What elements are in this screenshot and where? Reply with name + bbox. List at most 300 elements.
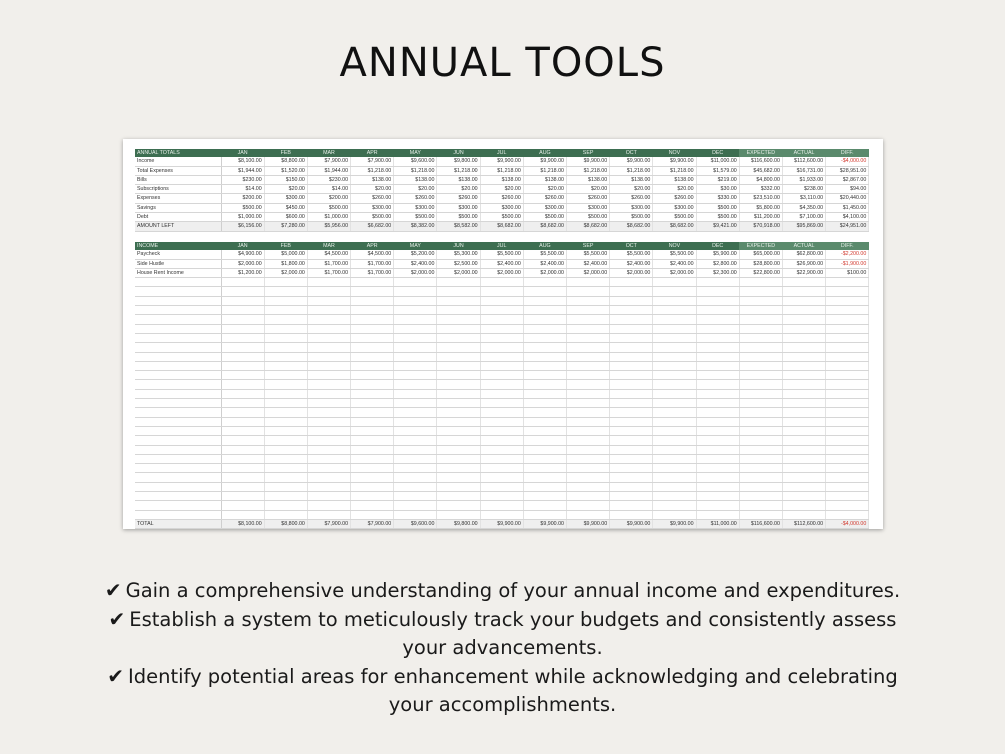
empty-cell[interactable]	[307, 482, 350, 491]
empty-cell[interactable]	[782, 454, 825, 463]
empty-cell[interactable]	[567, 417, 610, 426]
empty-cell[interactable]	[480, 333, 523, 342]
empty-cell[interactable]	[782, 399, 825, 408]
month-cell[interactable]: $2,400.00	[480, 259, 523, 268]
empty-cell[interactable]	[739, 445, 782, 454]
empty-cell[interactable]	[351, 445, 394, 454]
empty-cell[interactable]	[826, 278, 869, 287]
empty-cell[interactable]	[826, 380, 869, 389]
empty-cell[interactable]	[523, 315, 566, 324]
empty-cell[interactable]	[739, 389, 782, 398]
month-cell[interactable]: $2,800.00	[696, 259, 739, 268]
empty-cell[interactable]	[653, 492, 696, 501]
month-cell[interactable]: $9,900.00	[567, 157, 610, 166]
empty-cell[interactable]	[221, 315, 264, 324]
empty-cell[interactable]	[135, 408, 221, 417]
empty-cell[interactable]	[826, 510, 869, 519]
empty-cell[interactable]	[394, 482, 437, 491]
month-cell[interactable]: $5,500.00	[480, 250, 523, 259]
empty-cell[interactable]	[264, 371, 307, 380]
month-cell[interactable]: $1,218.00	[351, 166, 394, 175]
empty-cell[interactable]	[739, 371, 782, 380]
empty-cell[interactable]	[826, 445, 869, 454]
empty-cell[interactable]	[653, 408, 696, 417]
empty-cell[interactable]	[135, 426, 221, 435]
diff-cell[interactable]: $2,867.00	[826, 175, 869, 184]
month-cell[interactable]: $5,900.00	[696, 250, 739, 259]
empty-cell[interactable]	[826, 333, 869, 342]
empty-cell[interactable]	[567, 408, 610, 417]
empty-cell[interactable]	[480, 278, 523, 287]
empty-cell[interactable]	[739, 417, 782, 426]
empty-cell[interactable]	[264, 287, 307, 296]
empty-cell[interactable]	[739, 510, 782, 519]
empty-cell[interactable]	[135, 445, 221, 454]
empty-cell[interactable]	[523, 473, 566, 482]
empty-cell[interactable]	[653, 324, 696, 333]
empty-cell[interactable]	[394, 454, 437, 463]
empty-cell[interactable]	[480, 361, 523, 370]
row-label-cell[interactable]: AMOUNT LEFT	[135, 222, 221, 231]
empty-cell[interactable]	[221, 343, 264, 352]
empty-cell[interactable]	[782, 408, 825, 417]
month-cell[interactable]: $8,100.00	[221, 157, 264, 166]
month-cell[interactable]: $2,000.00	[221, 259, 264, 268]
empty-cell[interactable]	[135, 510, 221, 519]
empty-cell[interactable]	[696, 380, 739, 389]
empty-cell[interactable]	[567, 501, 610, 510]
row-label-cell[interactable]: Side Hustle	[135, 259, 221, 268]
month-cell[interactable]: $9,900.00	[480, 157, 523, 166]
month-cell[interactable]: $500.00	[480, 213, 523, 222]
empty-cell[interactable]	[782, 352, 825, 361]
month-cell[interactable]: $300.00	[523, 203, 566, 212]
month-cell[interactable]: $500.00	[437, 213, 480, 222]
month-cell[interactable]: $7,900.00	[307, 157, 350, 166]
empty-cell[interactable]	[523, 408, 566, 417]
month-cell[interactable]: $9,900.00	[523, 519, 566, 528]
empty-cell[interactable]	[826, 408, 869, 417]
empty-cell[interactable]	[610, 426, 653, 435]
month-cell[interactable]: $20.00	[480, 185, 523, 194]
month-cell[interactable]: $260.00	[567, 194, 610, 203]
empty-cell[interactable]	[782, 306, 825, 315]
empty-cell[interactable]	[264, 399, 307, 408]
month-cell[interactable]: $600.00	[264, 213, 307, 222]
empty-cell[interactable]	[610, 482, 653, 491]
empty-cell[interactable]	[480, 473, 523, 482]
empty-cell[interactable]	[221, 324, 264, 333]
empty-cell[interactable]	[351, 287, 394, 296]
empty-cell[interactable]	[567, 343, 610, 352]
month-cell[interactable]: $9,800.00	[437, 519, 480, 528]
month-cell[interactable]: $7,280.00	[264, 222, 307, 231]
empty-cell[interactable]	[307, 417, 350, 426]
month-cell[interactable]: $138.00	[610, 175, 653, 184]
empty-cell[interactable]	[523, 306, 566, 315]
empty-cell[interactable]	[480, 315, 523, 324]
expected-cell[interactable]: $116,600.00	[739, 157, 782, 166]
empty-cell[interactable]	[394, 389, 437, 398]
month-cell[interactable]: $8,682.00	[480, 222, 523, 231]
empty-cell[interactable]	[351, 492, 394, 501]
empty-cell[interactable]	[264, 306, 307, 315]
empty-cell[interactable]	[739, 492, 782, 501]
empty-cell[interactable]	[696, 473, 739, 482]
empty-cell[interactable]	[437, 510, 480, 519]
month-cell[interactable]: $20.00	[610, 185, 653, 194]
diff-cell[interactable]: $20,440.00	[826, 194, 869, 203]
empty-cell[interactable]	[135, 399, 221, 408]
empty-cell[interactable]	[782, 492, 825, 501]
empty-cell[interactable]	[307, 333, 350, 342]
empty-cell[interactable]	[739, 501, 782, 510]
actual-cell[interactable]: $112,600.00	[782, 157, 825, 166]
empty-cell[interactable]	[610, 333, 653, 342]
empty-cell[interactable]	[437, 333, 480, 342]
empty-cell[interactable]	[394, 343, 437, 352]
empty-cell[interactable]	[523, 343, 566, 352]
empty-cell[interactable]	[782, 473, 825, 482]
month-cell[interactable]: $8,682.00	[523, 222, 566, 231]
empty-cell[interactable]	[782, 380, 825, 389]
empty-cell[interactable]	[437, 287, 480, 296]
empty-cell[interactable]	[264, 464, 307, 473]
empty-cell[interactable]	[782, 426, 825, 435]
empty-cell[interactable]	[523, 324, 566, 333]
month-cell[interactable]: $500.00	[696, 203, 739, 212]
month-cell[interactable]: $500.00	[351, 213, 394, 222]
empty-cell[interactable]	[351, 510, 394, 519]
month-cell[interactable]: $8,682.00	[610, 222, 653, 231]
empty-cell[interactable]	[437, 482, 480, 491]
empty-cell[interactable]	[437, 324, 480, 333]
empty-cell[interactable]	[135, 352, 221, 361]
empty-cell[interactable]	[567, 492, 610, 501]
empty-cell[interactable]	[653, 399, 696, 408]
empty-cell[interactable]	[653, 361, 696, 370]
month-cell[interactable]: $2,400.00	[653, 259, 696, 268]
empty-cell[interactable]	[610, 445, 653, 454]
empty-cell[interactable]	[523, 510, 566, 519]
month-cell[interactable]: $2,000.00	[567, 268, 610, 277]
empty-cell[interactable]	[523, 445, 566, 454]
empty-cell[interactable]	[567, 389, 610, 398]
empty-cell[interactable]	[610, 371, 653, 380]
empty-cell[interactable]	[221, 473, 264, 482]
empty-cell[interactable]	[610, 501, 653, 510]
empty-cell[interactable]	[264, 454, 307, 463]
empty-cell[interactable]	[437, 371, 480, 380]
empty-cell[interactable]	[264, 278, 307, 287]
month-cell[interactable]: $5,500.00	[610, 250, 653, 259]
empty-cell[interactable]	[307, 361, 350, 370]
expected-cell[interactable]: $4,800.00	[739, 175, 782, 184]
empty-cell[interactable]	[610, 343, 653, 352]
empty-cell[interactable]	[567, 287, 610, 296]
empty-cell[interactable]	[437, 278, 480, 287]
empty-cell[interactable]	[351, 399, 394, 408]
empty-cell[interactable]	[221, 417, 264, 426]
empty-cell[interactable]	[351, 464, 394, 473]
empty-cell[interactable]	[782, 501, 825, 510]
empty-cell[interactable]	[264, 380, 307, 389]
month-cell[interactable]: $2,000.00	[264, 268, 307, 277]
month-cell[interactable]: $9,900.00	[610, 519, 653, 528]
empty-cell[interactable]	[480, 426, 523, 435]
month-cell[interactable]: $1,520.00	[264, 166, 307, 175]
month-cell[interactable]: $11,000.00	[696, 519, 739, 528]
empty-cell[interactable]	[135, 324, 221, 333]
actual-cell[interactable]: $95,869.00	[782, 222, 825, 231]
empty-cell[interactable]	[826, 315, 869, 324]
month-cell[interactable]: $1,000.00	[221, 213, 264, 222]
month-cell[interactable]: $219.00	[696, 175, 739, 184]
expected-cell[interactable]: $116,600.00	[739, 519, 782, 528]
diff-cell[interactable]: -$1,900.00	[826, 259, 869, 268]
empty-cell[interactable]	[826, 361, 869, 370]
month-cell[interactable]: $500.00	[610, 213, 653, 222]
empty-cell[interactable]	[567, 306, 610, 315]
empty-cell[interactable]	[135, 315, 221, 324]
month-cell[interactable]: $500.00	[523, 213, 566, 222]
empty-cell[interactable]	[480, 408, 523, 417]
empty-cell[interactable]	[653, 371, 696, 380]
month-cell[interactable]: $1,700.00	[307, 268, 350, 277]
expected-cell[interactable]: $70,918.00	[739, 222, 782, 231]
empty-cell[interactable]	[653, 501, 696, 510]
month-cell[interactable]: $2,400.00	[394, 259, 437, 268]
empty-cell[interactable]	[135, 482, 221, 491]
empty-cell[interactable]	[610, 473, 653, 482]
month-cell[interactable]: $260.00	[480, 194, 523, 203]
month-cell[interactable]: $1,218.00	[567, 166, 610, 175]
empty-cell[interactable]	[437, 501, 480, 510]
empty-cell[interactable]	[826, 454, 869, 463]
month-cell[interactable]: $260.00	[437, 194, 480, 203]
empty-cell[interactable]	[221, 464, 264, 473]
month-cell[interactable]: $8,800.00	[264, 157, 307, 166]
empty-cell[interactable]	[437, 306, 480, 315]
empty-cell[interactable]	[307, 380, 350, 389]
row-label-cell[interactable]: Savings	[135, 203, 221, 212]
empty-cell[interactable]	[826, 352, 869, 361]
month-cell[interactable]: $300.00	[480, 203, 523, 212]
empty-cell[interactable]	[826, 426, 869, 435]
empty-cell[interactable]	[221, 306, 264, 315]
row-label-cell[interactable]: TOTAL	[135, 519, 221, 528]
empty-cell[interactable]	[221, 389, 264, 398]
empty-cell[interactable]	[221, 278, 264, 287]
empty-cell[interactable]	[567, 399, 610, 408]
empty-cell[interactable]	[696, 371, 739, 380]
empty-cell[interactable]	[221, 482, 264, 491]
empty-cell[interactable]	[523, 464, 566, 473]
month-cell[interactable]: $260.00	[523, 194, 566, 203]
month-cell[interactable]: $9,600.00	[394, 519, 437, 528]
month-cell[interactable]: $500.00	[394, 213, 437, 222]
month-cell[interactable]: $8,100.00	[221, 519, 264, 528]
empty-cell[interactable]	[567, 436, 610, 445]
empty-cell[interactable]	[610, 492, 653, 501]
empty-cell[interactable]	[437, 380, 480, 389]
empty-cell[interactable]	[696, 361, 739, 370]
month-cell[interactable]: $260.00	[351, 194, 394, 203]
empty-cell[interactable]	[653, 352, 696, 361]
month-cell[interactable]: $2,000.00	[523, 268, 566, 277]
empty-cell[interactable]	[523, 501, 566, 510]
empty-cell[interactable]	[826, 501, 869, 510]
month-cell[interactable]: $9,800.00	[437, 157, 480, 166]
empty-cell[interactable]	[307, 399, 350, 408]
month-cell[interactable]: $2,400.00	[567, 259, 610, 268]
empty-cell[interactable]	[307, 352, 350, 361]
month-cell[interactable]: $5,500.00	[653, 250, 696, 259]
empty-cell[interactable]	[653, 482, 696, 491]
empty-cell[interactable]	[782, 287, 825, 296]
empty-cell[interactable]	[739, 306, 782, 315]
empty-cell[interactable]	[523, 492, 566, 501]
empty-cell[interactable]	[696, 306, 739, 315]
diff-cell[interactable]: $28,951.00	[826, 166, 869, 175]
empty-cell[interactable]	[739, 324, 782, 333]
empty-cell[interactable]	[567, 482, 610, 491]
empty-cell[interactable]	[610, 454, 653, 463]
empty-cell[interactable]	[653, 333, 696, 342]
empty-cell[interactable]	[696, 426, 739, 435]
empty-cell[interactable]	[394, 492, 437, 501]
empty-cell[interactable]	[394, 278, 437, 287]
empty-cell[interactable]	[394, 352, 437, 361]
empty-cell[interactable]	[480, 464, 523, 473]
empty-cell[interactable]	[394, 445, 437, 454]
month-cell[interactable]: $20.00	[567, 185, 610, 194]
empty-cell[interactable]	[782, 389, 825, 398]
month-cell[interactable]: $1,700.00	[351, 268, 394, 277]
actual-cell[interactable]: $238.00	[782, 185, 825, 194]
empty-cell[interactable]	[221, 510, 264, 519]
empty-cell[interactable]	[351, 436, 394, 445]
month-cell[interactable]: $30.00	[696, 185, 739, 194]
month-cell[interactable]: $138.00	[523, 175, 566, 184]
month-cell[interactable]: $200.00	[307, 194, 350, 203]
row-label-cell[interactable]: Paycheck	[135, 250, 221, 259]
empty-cell[interactable]	[782, 482, 825, 491]
empty-cell[interactable]	[221, 501, 264, 510]
month-cell[interactable]: $138.00	[480, 175, 523, 184]
month-cell[interactable]: $138.00	[437, 175, 480, 184]
empty-cell[interactable]	[567, 352, 610, 361]
month-cell[interactable]: $230.00	[307, 175, 350, 184]
empty-cell[interactable]	[610, 352, 653, 361]
empty-cell[interactable]	[610, 287, 653, 296]
month-cell[interactable]: $300.00	[610, 203, 653, 212]
empty-cell[interactable]	[264, 501, 307, 510]
empty-cell[interactable]	[696, 492, 739, 501]
empty-cell[interactable]	[523, 278, 566, 287]
empty-cell[interactable]	[782, 296, 825, 305]
empty-cell[interactable]	[610, 361, 653, 370]
empty-cell[interactable]	[351, 408, 394, 417]
empty-cell[interactable]	[307, 464, 350, 473]
empty-cell[interactable]	[610, 408, 653, 417]
empty-cell[interactable]	[307, 287, 350, 296]
month-cell[interactable]: $7,900.00	[351, 157, 394, 166]
empty-cell[interactable]	[696, 287, 739, 296]
month-cell[interactable]: $1,800.00	[264, 259, 307, 268]
empty-cell[interactable]	[523, 352, 566, 361]
month-cell[interactable]: $1,200.00	[221, 268, 264, 277]
month-cell[interactable]: $1,000.00	[307, 213, 350, 222]
month-cell[interactable]: $14.00	[307, 185, 350, 194]
empty-cell[interactable]	[394, 371, 437, 380]
month-cell[interactable]: $500.00	[567, 213, 610, 222]
empty-cell[interactable]	[653, 389, 696, 398]
month-cell[interactable]: $1,700.00	[351, 259, 394, 268]
actual-cell[interactable]: $16,731.00	[782, 166, 825, 175]
month-cell[interactable]: $500.00	[653, 213, 696, 222]
empty-cell[interactable]	[264, 361, 307, 370]
empty-cell[interactable]	[567, 426, 610, 435]
empty-cell[interactable]	[826, 482, 869, 491]
empty-cell[interactable]	[480, 436, 523, 445]
actual-cell[interactable]: $112,600.00	[782, 519, 825, 528]
month-cell[interactable]: $300.00	[264, 194, 307, 203]
empty-cell[interactable]	[394, 473, 437, 482]
actual-cell[interactable]: $62,800.00	[782, 250, 825, 259]
empty-cell[interactable]	[653, 510, 696, 519]
empty-cell[interactable]	[480, 417, 523, 426]
month-cell[interactable]: $5,000.00	[264, 250, 307, 259]
empty-cell[interactable]	[653, 436, 696, 445]
empty-cell[interactable]	[480, 352, 523, 361]
month-cell[interactable]: $1,218.00	[437, 166, 480, 175]
empty-cell[interactable]	[826, 324, 869, 333]
row-label-cell[interactable]: Bills	[135, 175, 221, 184]
empty-cell[interactable]	[394, 436, 437, 445]
diff-cell[interactable]: $1,450.00	[826, 203, 869, 212]
empty-cell[interactable]	[653, 380, 696, 389]
month-cell[interactable]: $260.00	[653, 194, 696, 203]
empty-cell[interactable]	[523, 482, 566, 491]
empty-cell[interactable]	[782, 315, 825, 324]
month-cell[interactable]: $4,500.00	[351, 250, 394, 259]
empty-cell[interactable]	[739, 352, 782, 361]
month-cell[interactable]: $1,218.00	[523, 166, 566, 175]
empty-cell[interactable]	[221, 454, 264, 463]
empty-cell[interactable]	[480, 371, 523, 380]
empty-cell[interactable]	[653, 343, 696, 352]
month-cell[interactable]: $300.00	[351, 203, 394, 212]
empty-cell[interactable]	[221, 296, 264, 305]
month-cell[interactable]: $6,682.00	[351, 222, 394, 231]
month-cell[interactable]: $8,800.00	[264, 519, 307, 528]
empty-cell[interactable]	[696, 501, 739, 510]
empty-cell[interactable]	[782, 361, 825, 370]
empty-cell[interactable]	[523, 287, 566, 296]
empty-cell[interactable]	[351, 389, 394, 398]
month-cell[interactable]: $1,218.00	[653, 166, 696, 175]
empty-cell[interactable]	[307, 473, 350, 482]
empty-cell[interactable]	[696, 389, 739, 398]
empty-cell[interactable]	[437, 296, 480, 305]
actual-cell[interactable]: $3,110.00	[782, 194, 825, 203]
empty-cell[interactable]	[826, 399, 869, 408]
empty-cell[interactable]	[264, 333, 307, 342]
empty-cell[interactable]	[437, 454, 480, 463]
month-cell[interactable]: $5,300.00	[437, 250, 480, 259]
month-cell[interactable]: $5,500.00	[567, 250, 610, 259]
